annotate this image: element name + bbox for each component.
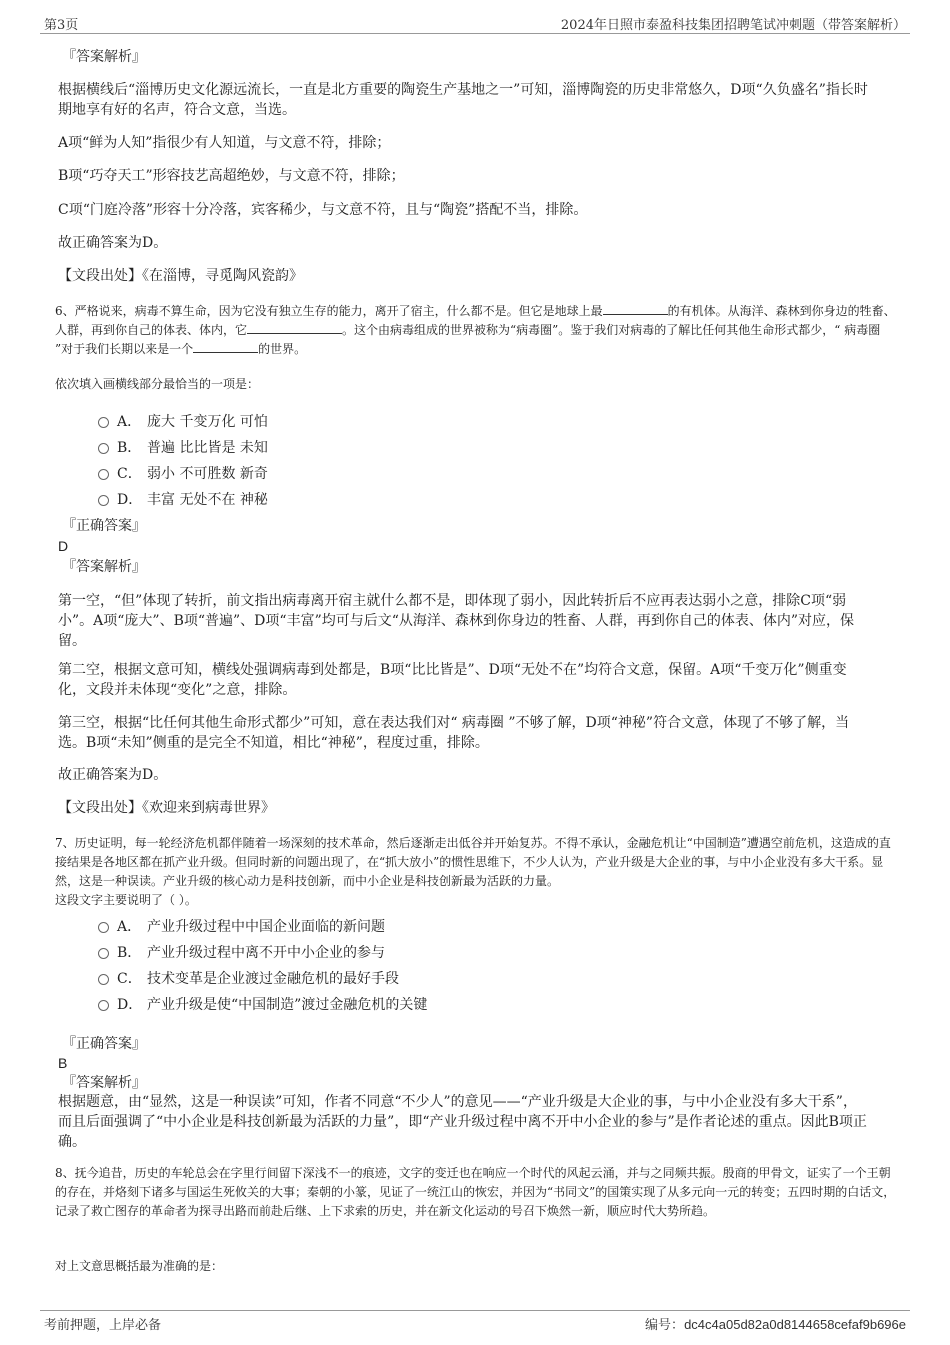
q6-analysis-label: 『答案解析』 [62, 559, 146, 575]
radio-icon[interactable] [98, 948, 109, 959]
q6-stem-part-d: 的世界。 [258, 342, 307, 356]
q7-analysis-p1: 根据题意，由“显然，这是一种误读”可知，作者不同意“不少人”的意见——“产业升级是大企业的事，与中小企业没有多大干系”，而且后面强调了“中小企业是科技创新最为活跃的力量”，即“产业升级过程中离不开中小企业的参与”是作者论述的重点。因此B项正确。 [58, 1094, 867, 1150]
q6-analysis-p2: 第二空，根据文意可知，横线处强调病毒到处都是，B项“比比皆是”、D项“无处不在”均符合文意，保留。A项“千变万化”侧重变化，文段并未体现“变化”之意，排除。 [58, 662, 847, 698]
q6-answer: D [58, 538, 69, 554]
page-number: 第3页 [44, 18, 79, 33]
q6-option-d[interactable] [98, 489, 268, 509]
option-text: 弱小 不可胜数 新奇 [147, 466, 268, 482]
q6-answer-label: 『正确答案』 [62, 518, 146, 534]
q6-prompt: 依次填入画横线部分最恰当的一项是： [55, 377, 260, 391]
radio-icon[interactable] [98, 495, 109, 506]
q7-answer: B [58, 1055, 68, 1071]
option-text: 技术变革是企业渡过金融危机的最好手段 [147, 971, 399, 987]
q7-stem: 7、历史证明，每一轮经济危机都伴随着一场深刻的技术革命，然后逐渐走出低谷并开始复苏。不得不承认，金融危机让“中国制造”遭遇空前危机，这造成的直接结果是各地区都在抓产业升级。但同时新的问题出现了，在“抓大放小”的惯性思维下，不少人认为，产业升级是大企业的事，与中小企业没有多大干系。显然，这是一种误读。产业升级的核心动力是科技创新，而中小企业是科技创新最为活跃的力量。 [55, 836, 891, 888]
q5-analysis-p4: C项“门庭冷落”形容十分冷落，宾客稀少，与文意不符，且与“陶瓷”搭配不当，排除。 [58, 202, 588, 218]
q5-analysis-p2: A项“鲜为人知”指很少有人知道，与文意不符，排除； [58, 135, 391, 151]
radio-icon[interactable] [98, 469, 109, 480]
document-title: 2024年日照市泰盈科技集团招聘笔试冲刺题（带答案解析） [560, 18, 906, 33]
q7-option-d[interactable] [98, 994, 427, 1014]
document-code [645, 1314, 906, 1333]
option-letter: A． [117, 414, 142, 430]
option-letter: A． [117, 919, 142, 935]
header-divider [40, 33, 910, 34]
q5-source: 【文段出处】《在淄博，寻觅陶风瓷韵》 [58, 268, 303, 284]
option-letter: D． [117, 997, 143, 1013]
q8-prompt: 对上文意思概括最为准确的是： [55, 1259, 224, 1273]
option-letter: C． [117, 466, 142, 482]
q6-option-c[interactable] [98, 463, 268, 483]
radio-icon[interactable] [98, 443, 109, 454]
q7-analysis-label: 『答案解析』 [62, 1075, 146, 1091]
q7-option-b[interactable] [98, 942, 385, 962]
footer-slogan: 考前押题，上岸必备 [44, 1318, 162, 1333]
option-letter: C． [117, 971, 142, 987]
q6-blank-1 [603, 302, 668, 315]
option-text: 产业升级过程中中国企业面临的新问题 [147, 919, 385, 935]
q5-conclusion: 故正确答案为D。 [58, 235, 168, 251]
q6-source: 【文段出处】《欢迎来到病毒世界》 [58, 800, 275, 816]
q6-analysis-p1: 第一空，“但”体现了转折，前文指出病毒离开宿主就什么都不是，即体现了弱小，因此转折后不应再表达弱小之意，排除C项“弱小”。A项“庞大”、B项“普遍”、D项“丰富”均可与后文“从海洋、森林到你身边的牲畜、人群，再到你自己的体表、体内”对应，保留。 [58, 593, 855, 649]
q6-blank-3 [193, 340, 258, 353]
q6-option-b[interactable] [98, 437, 268, 457]
q6-blank-2 [247, 321, 342, 334]
option-text: 丰富 无处不在 神秘 [147, 492, 268, 508]
radio-icon[interactable] [98, 974, 109, 985]
q5-analysis-p1: 根据横线后“淄博历史文化源远流长，一直是北方重要的陶瓷生产基地之一”可知，淄博陶瓷的历史非常悠久，D项“久负盛名”指长时期地享有好的名声，符合文意，当选。 [58, 82, 868, 118]
q6-stem-part-a: 6、严格说来，病毒不算生命，因为它没有独立生存的能力，离开了宿主，什么都不是。但它是地球上最 [55, 304, 603, 318]
q6-option-a[interactable] [98, 411, 268, 431]
radio-icon[interactable] [98, 922, 109, 933]
q5-analysis-label: 『答案解析』 [62, 49, 146, 65]
q6-stem-part-c: 。这个由病毒组成的世界被称为“病毒圈”。鉴于我们对病毒的了解比任何其他生命形式都少，“ 病毒圈 ”对于我们长期以来是一个 [55, 323, 881, 356]
option-text: 庞大 千变万化 可怕 [147, 414, 268, 430]
q7-answer-label: 『正确答案』 [62, 1036, 146, 1052]
option-letter: B． [117, 945, 142, 961]
code-value: dc4c4a05d82a0d8144658cefaf9b696e [684, 1317, 906, 1332]
q8-stem: 8、抚今追昔，历史的车轮总会在字里行间留下深浅不一的痕迹，文字的变迁也在响应一个时代的风起云涌，并与之同频共振。殷商的甲骨文，证实了一个王朝的存在，并烙刻下诸多与国运生死攸关的大事；秦朝的小篆，见证了一统江山的恢宏，并因为“书同文”的国策实现了从多元向一元的转变；五四时期的白话文，记录了救亡图存的革命者为探寻出路而前赴后继、上下求索的历史，并在新文化运动的号召下焕然一新，顺应时代大势所趋。 [55, 1166, 896, 1218]
option-text: 普遍 比比皆是 未知 [147, 440, 268, 456]
option-text: 产业升级过程中离不开中小企业的参与 [147, 945, 385, 961]
q7-prompt: 这段文字主要说明了（ ）。 [55, 893, 197, 907]
q7-option-a[interactable] [98, 916, 385, 936]
footer-divider [40, 1310, 910, 1311]
radio-icon[interactable] [98, 1000, 109, 1011]
option-letter: D． [117, 492, 143, 508]
q6-stem-part-b: 的有机体。从海洋、森林到你身边的牲畜、人群，再到你自己的体表、体内，它 [55, 304, 896, 337]
radio-icon[interactable] [98, 417, 109, 428]
q6-conclusion: 故正确答案为D。 [58, 767, 168, 783]
q7-option-c[interactable] [98, 968, 399, 988]
code-label: 编号： [645, 1318, 685, 1333]
option-letter: B． [117, 440, 142, 456]
option-text: 产业升级是使“中国制造”渡过金融危机的关键 [147, 997, 428, 1013]
q6-stem [55, 302, 900, 359]
q5-analysis-p3: B项“巧夺天工”形容技艺高超绝妙，与文意不符，排除； [58, 168, 405, 184]
q6-analysis-p3: 第三空，根据“比任何其他生命形式都少”可知，意在表达我们对“ 病毒圈 ”不够了解，D项“神秘”符合文意，体现了不够了解，当选。B项“未知”侧重的是完全不知道，相比“神秘”，程度过重，排除。 [58, 715, 850, 751]
